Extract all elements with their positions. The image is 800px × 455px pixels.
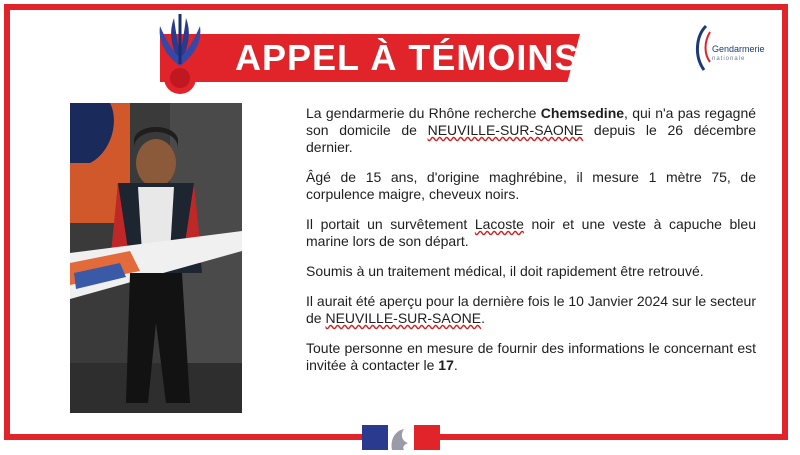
grenade-emblem-icon (150, 8, 210, 98)
paragraph-contact (306, 340, 756, 374)
p5-text-a: Il aurait été aperçu pour la dernière fois le 10 Janvier 2024 sur le secteur de (306, 293, 756, 326)
notice-text (306, 105, 756, 387)
contact-phone: 17 (438, 357, 454, 373)
paragraph-disappearance (306, 105, 756, 156)
paragraph-medical: Soumis à un traitement médical, il doit rapidement être retrouvé. (306, 263, 704, 279)
paragraph-description: Âgé de 15 ans, d'origine maghrébine, il mesure 1 mètre 75, de corpulence maigre, cheveux noirs. (306, 169, 756, 202)
p6-text-a: Toute personne en mesure de fournir des informations le concernant est invitée à contacter le (306, 340, 756, 373)
missing-person-photo (70, 103, 242, 413)
page-title: APPEL À TÉMOINS (235, 37, 580, 78)
marianne-icon (362, 425, 440, 450)
p1-text-a: La gendarmerie du Rhône recherche (306, 105, 541, 121)
p1-text-c: depuis le 26 décembre dernier. (306, 122, 756, 155)
p5-text-b: . (481, 310, 485, 326)
logo-line2: nationale (712, 56, 746, 62)
missing-person-name: Chemsedine (540, 105, 625, 121)
p1-place: NEUVILLE-SUR-SAONE (427, 122, 584, 138)
marianne-logo-holder (362, 425, 440, 450)
gendarmerie-logo-text (712, 44, 765, 64)
p1-text-b: , qui n'a pas regagné son domicile de (306, 105, 757, 138)
photo-illustration (70, 103, 242, 413)
p5-place: NEUVILLE-SUR-SAONE (325, 310, 482, 326)
paragraph-clothing (306, 216, 756, 250)
p6-text-b: . (453, 357, 458, 373)
p3-text-a: Il portait un survêtement (306, 216, 475, 232)
paragraph-last-seen (306, 293, 756, 327)
p3-brand: Lacoste (474, 216, 524, 232)
p3-text-b: noir et une veste à capuche bleu marine lors de son départ. (306, 216, 756, 249)
logo-line1: Gendarmerie (712, 44, 765, 54)
